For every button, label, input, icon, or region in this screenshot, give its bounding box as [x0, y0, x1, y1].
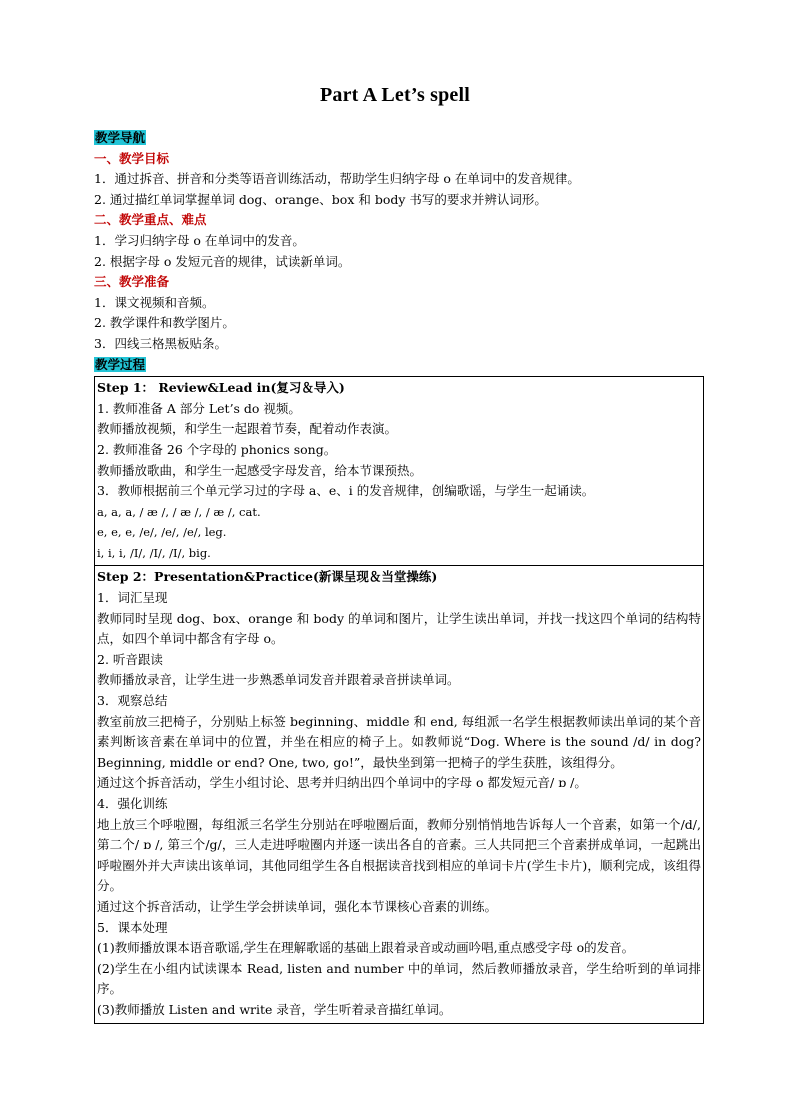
lesson-content: [94, 128, 704, 1024]
chant-line: e, e, e, /e/, /e/, /e/, leg.: [97, 525, 227, 540]
step1-row: [95, 377, 704, 566]
step1-title: Step 1： Review&Lead in(复习＆导入): [97, 380, 345, 396]
nav-heading: 教学导航: [95, 130, 146, 145]
preparation-item: 3．四线三格黑板贴条。: [94, 335, 227, 351]
step2-paragraph: 地上放三个呼啦圈，每组派三名学生分别站在呼啦圈后面，教师分别悄悄地告诉每人一个音素，如第一个/d/, 第二个/ ɒ /, 第三个/g/，三人走进呼啦圈内并逐一读出各自的音素。三人共同把三个音素拼成单词，一起跳出呼啦圈外并大声读出该单词，其他同组学生各自根据读音找到相应的单词卡片(学生卡片)，顺利完成，该组得分。: [97, 816, 701, 894]
objective-item: 2. 通过描红单词掌握单词 dog、orange、box 和 body 书写的要求并辨认词形。: [94, 191, 547, 207]
step2-title: Step 2：Presentation&Practice(新课呈现＆当堂操练): [97, 569, 438, 585]
objective-item: 1．通过拆音、拼音和分类等语音训练活动，帮助学生归纳字母 o 在单词中的发音规律。: [94, 171, 580, 187]
objectives-heading: 一、教学目标: [94, 150, 170, 166]
step1-line: 3．教师根据前三个单元学习过的字母 a、e、i 的发音规律，创编歌谣，与学生一起诵读。: [97, 483, 595, 499]
step2-subheading: 4．强化训练: [97, 796, 168, 811]
key-points-heading: 二、教学重点、难点: [94, 212, 207, 228]
preparation-item: 2. 教学课件和教学图片。: [94, 315, 235, 331]
preparation-heading: 三、教学准备: [94, 274, 170, 290]
chant-line: i, i, i, /I/, /I/, /I/, big.: [97, 545, 211, 560]
step1-line: 教师播放视频，和学生一起跟着节奏，配着动作表演。: [97, 421, 398, 437]
chant-line: a, a, a, / æ /, / æ /, / æ /, cat.: [97, 504, 261, 519]
step2-subheading: 3．观察总结: [97, 693, 168, 709]
step2-subheading: 5．课本处理: [97, 919, 168, 935]
page-title: Part A Let’s spell: [319, 84, 471, 106]
key-point-item: 1．学习归纳字母 o 在单词中的发音。: [94, 232, 305, 248]
step2-paragraph: 教室前放三把椅子，分别贴上标签 beginning、middle 和 end, 每组派一名学生根据教师读出单词的某个音素判断该音素在单词中的位置，并坐在相应的椅子上。如教师说“Dog. Where is the sound /d/ in dog? Beginning, middle or end? One, two, go!”，最快坐到第一把椅子的学生获胜，该组得分。: [97, 713, 701, 770]
step2-subheading: 1．词汇呈现: [97, 590, 168, 606]
step1-cell: [95, 377, 704, 566]
step2-paragraph: 通过这个拆音活动，让学生学会拼读单词，强化本节课核心音素的训练。: [97, 898, 498, 914]
key-point-item: 2. 根据字母 o 发短元音的规律，试读新单词。: [94, 253, 351, 269]
preparation-item: 1．课文视频和音频。: [94, 294, 215, 310]
step2-paragraph: (2)学生在小组内试读课本 Read, listen and number 中的单词，然后教师播放录音，学生给听到的单词排序。: [97, 960, 701, 997]
step1-line: 教师播放歌曲，和学生一起感受字母发音，给本节课预热。: [97, 462, 423, 478]
step2-subheading: 2. 听音跟读: [97, 651, 163, 667]
step1-line: 2. 教师准备 26 个字母的 phonics song。: [97, 441, 337, 457]
step2-paragraph: 教师播放录音，让学生进一步熟悉单词发音并跟着录音拼读单词。: [97, 672, 460, 688]
step2-paragraph: (3)教师播放 Listen and write 录音，学生听着录音描红单词。: [97, 1001, 452, 1017]
process-table: [94, 376, 704, 1023]
step1-line: 1. 教师准备 A 部分 Let’s do 视频。: [97, 400, 301, 416]
step2-paragraph: 教师同时呈现 dog、box、orange 和 body 的单词和图片，让学生读出单词，并找一找这四个单词的结构特点，如四个单词中都含有字母 o。: [97, 610, 701, 647]
process-heading: 教学过程: [95, 356, 146, 372]
step2-cell: [95, 566, 704, 1023]
step2-paragraph: (1)教师播放课本语音歌谣,学生在理解歌谣的基础上跟着录音或动画吟唱,重点感受字母 o的发音。: [97, 940, 635, 956]
step2-row: [95, 566, 704, 1023]
step2-paragraph: 通过这个拆音活动，学生小组讨论、思考并归纳出四个单词中的字母 o 都发短元音/ ɒ /。: [97, 775, 587, 791]
